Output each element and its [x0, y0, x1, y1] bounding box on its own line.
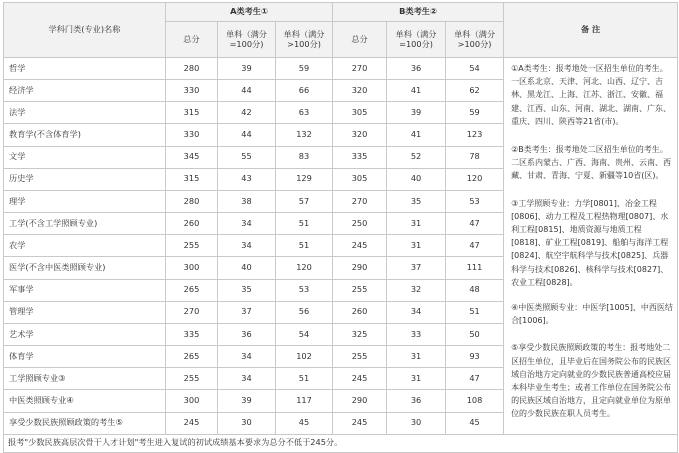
b-single-gt100: 59 — [446, 102, 504, 124]
b-single-gt100: 48 — [446, 279, 504, 301]
b-total: 270 — [333, 190, 387, 212]
b-single-100: 40 — [387, 168, 446, 190]
b-total: 325 — [333, 323, 387, 345]
a-single-gt100: 51 — [276, 235, 333, 257]
a-total: 300 — [166, 390, 218, 412]
a-single-gt100: 57 — [276, 190, 333, 212]
b-total: 320 — [333, 80, 387, 102]
b-single-gt100: 47 — [446, 368, 504, 390]
a-single-100: 44 — [218, 124, 276, 146]
a-total: 245 — [166, 412, 218, 434]
b-total: 290 — [333, 390, 387, 412]
table-row — [4, 58, 678, 80]
subject-name: 农学 — [4, 235, 166, 257]
a-single-gt100: 120 — [276, 257, 333, 279]
a-single-gt100: 63 — [276, 102, 333, 124]
b-single-100: 30 — [387, 412, 446, 434]
a-single-100: 44 — [218, 80, 276, 102]
a-single-100: 38 — [218, 190, 276, 212]
a-single-100: 40 — [218, 257, 276, 279]
a-single-100: 34 — [218, 235, 276, 257]
header-b-single-100: 单科（满分 =100分) — [387, 22, 446, 58]
b-single-100: 36 — [387, 390, 446, 412]
a-single-100: 34 — [218, 346, 276, 368]
a-single-gt100: 59 — [276, 58, 333, 80]
b-total: 250 — [333, 213, 387, 235]
a-single-gt100: 54 — [276, 323, 333, 345]
b-single-100: 31 — [387, 213, 446, 235]
b-single-100: 36 — [387, 58, 446, 80]
a-single-100: 55 — [218, 146, 276, 168]
b-total: 270 — [333, 58, 387, 80]
a-total: 330 — [166, 80, 218, 102]
b-total: 245 — [333, 368, 387, 390]
subject-name: 理学 — [4, 190, 166, 212]
b-single-100: 35 — [387, 190, 446, 212]
b-single-gt100: 45 — [446, 412, 504, 434]
b-total: 245 — [333, 235, 387, 257]
subject-name: 中医类照顾专业④ — [4, 390, 166, 412]
a-total: 300 — [166, 257, 218, 279]
b-total: 320 — [333, 124, 387, 146]
subject-name: 军事学 — [4, 279, 166, 301]
header-b-total: 总分 — [333, 22, 387, 58]
subject-name: 哲学 — [4, 58, 166, 80]
a-single-gt100: 53 — [276, 279, 333, 301]
subject-name: 体育学 — [4, 346, 166, 368]
b-single-gt100: 50 — [446, 323, 504, 345]
a-total: 255 — [166, 368, 218, 390]
a-total: 315 — [166, 168, 218, 190]
a-single-100: 39 — [218, 58, 276, 80]
note-5: ⑤享受少数民族照顾政策的考生：报考地处二区招生单位，且毕业后在国务院公布的民族区域自治地方定向就业的少数民族普通高校应届本科毕业生考生；或者工作单位在国务院公布的民族区域自治地方，且定向就业单位为原单位的少数民族在职人员考生。 — [511, 343, 672, 419]
b-single-100: 34 — [387, 301, 446, 323]
note-4: ④中医类照顾专业：中医学[1005]、中西医结合[1006]。 — [511, 303, 673, 326]
table-footer-row — [4, 434, 678, 452]
b-total: 255 — [333, 279, 387, 301]
a-single-100: 30 — [218, 412, 276, 434]
subject-name: 管理学 — [4, 301, 166, 323]
a-total: 255 — [166, 235, 218, 257]
b-total: 255 — [333, 346, 387, 368]
a-single-gt100: 132 — [276, 124, 333, 146]
a-single-gt100: 66 — [276, 80, 333, 102]
a-single-100: 36 — [218, 323, 276, 345]
header-notes: 备 注 — [504, 3, 678, 58]
b-single-100: 31 — [387, 368, 446, 390]
a-total: 265 — [166, 346, 218, 368]
a-single-100: 42 — [218, 102, 276, 124]
b-single-gt100: 78 — [446, 146, 504, 168]
b-total: 290 — [333, 257, 387, 279]
subject-name: 工学(不含工学照顾专业) — [4, 213, 166, 235]
note-1: ①A类考生：报考地处一区招生单位的考生。一区系北京、天津、河北、山西、辽宁、吉林、黑龙江、上海、江苏、浙江、安徽、福建、江西、山东、河南、湖北、湖南、广东、重庆、四川、陕西等21省(市)。 — [511, 64, 672, 126]
a-single-100: 39 — [218, 390, 276, 412]
a-total: 335 — [166, 323, 218, 345]
a-single-100: 34 — [218, 368, 276, 390]
subject-name: 经济学 — [4, 80, 166, 102]
subject-name: 法学 — [4, 102, 166, 124]
b-single-gt100: 47 — [446, 235, 504, 257]
b-single-gt100: 51 — [446, 301, 504, 323]
a-single-100: 43 — [218, 168, 276, 190]
subject-name: 享受少数民族照顾政策的考生⑤ — [4, 412, 166, 434]
b-single-gt100: 108 — [446, 390, 504, 412]
header-b-single-gt100: 单科（满分 >100分) — [446, 22, 504, 58]
header-group-a: A类考生① — [166, 3, 333, 22]
b-single-gt100: 120 — [446, 168, 504, 190]
b-single-100: 31 — [387, 346, 446, 368]
note-3: ③工学照顾专业：力学[0801]、冶金工程[0806]、动力工程及工程热物理[0807]、水利工程[0815]、地质资源与地质工程[0818]、矿业工程[0819]、船舶与海洋工程[0824]、航空宇航科学与技术[0825]、兵器科学与技术[0826]、核科学与技术[0827]、农业工程[0828]。 — [511, 198, 669, 287]
b-single-gt100: 62 — [446, 80, 504, 102]
header-group-b: B类考生② — [333, 3, 504, 22]
subject-name: 医学(不含中医类照顾专业) — [4, 257, 166, 279]
b-single-100: 37 — [387, 257, 446, 279]
b-single-100: 32 — [387, 279, 446, 301]
score-table — [3, 2, 678, 453]
b-total: 245 — [333, 412, 387, 434]
notes-cell — [504, 58, 678, 435]
b-single-100: 41 — [387, 80, 446, 102]
a-total: 315 — [166, 102, 218, 124]
b-single-gt100: 123 — [446, 124, 504, 146]
a-single-gt100: 102 — [276, 346, 333, 368]
subject-name: 历史学 — [4, 168, 166, 190]
a-total: 330 — [166, 124, 218, 146]
a-single-gt100: 45 — [276, 412, 333, 434]
a-total: 265 — [166, 279, 218, 301]
subject-name: 艺术学 — [4, 323, 166, 345]
b-single-gt100: 53 — [446, 190, 504, 212]
a-total: 260 — [166, 213, 218, 235]
subject-name: 工学照顾专业③ — [4, 368, 166, 390]
header-a-total: 总分 — [166, 22, 218, 58]
note-2: ②B类考生：报考地处二区招生单位的考生。二区系内蒙古、广西、海南、贵州、云南、西藏、甘肃、青海、宁夏、新疆等10省(区)。 — [511, 145, 672, 181]
footer-note: 报考"少数民族高层次骨干人才计划"考生进入复试的初试成绩基本要求为总分不低于245分。 — [4, 434, 678, 452]
b-single-100: 33 — [387, 323, 446, 345]
b-single-gt100: 47 — [446, 213, 504, 235]
a-single-gt100: 56 — [276, 301, 333, 323]
b-total: 260 — [333, 301, 387, 323]
b-single-100: 31 — [387, 235, 446, 257]
subject-name: 文学 — [4, 146, 166, 168]
a-single-gt100: 129 — [276, 168, 333, 190]
header-a-single-100: 单科（满分 =100分) — [218, 22, 276, 58]
b-single-gt100: 111 — [446, 257, 504, 279]
b-single-100: 41 — [387, 124, 446, 146]
a-single-gt100: 51 — [276, 368, 333, 390]
b-total: 305 — [333, 168, 387, 190]
b-single-gt100: 54 — [446, 58, 504, 80]
a-total: 345 — [166, 146, 218, 168]
a-single-100: 35 — [218, 279, 276, 301]
b-total: 335 — [333, 146, 387, 168]
header-subject: 学科门类(专业)名称 — [4, 3, 166, 58]
a-single-gt100: 51 — [276, 213, 333, 235]
b-single-100: 39 — [387, 102, 446, 124]
header-a-single-gt100: 单科（满分 >100分) — [276, 22, 333, 58]
a-single-100: 34 — [218, 213, 276, 235]
a-total: 280 — [166, 58, 218, 80]
a-total: 270 — [166, 301, 218, 323]
a-single-100: 37 — [218, 301, 276, 323]
b-total: 305 — [333, 102, 387, 124]
a-single-gt100: 117 — [276, 390, 333, 412]
b-single-gt100: 93 — [446, 346, 504, 368]
a-total: 280 — [166, 190, 218, 212]
subject-name: 教育学(不含体育学) — [4, 124, 166, 146]
b-single-100: 52 — [387, 146, 446, 168]
a-single-gt100: 83 — [276, 146, 333, 168]
